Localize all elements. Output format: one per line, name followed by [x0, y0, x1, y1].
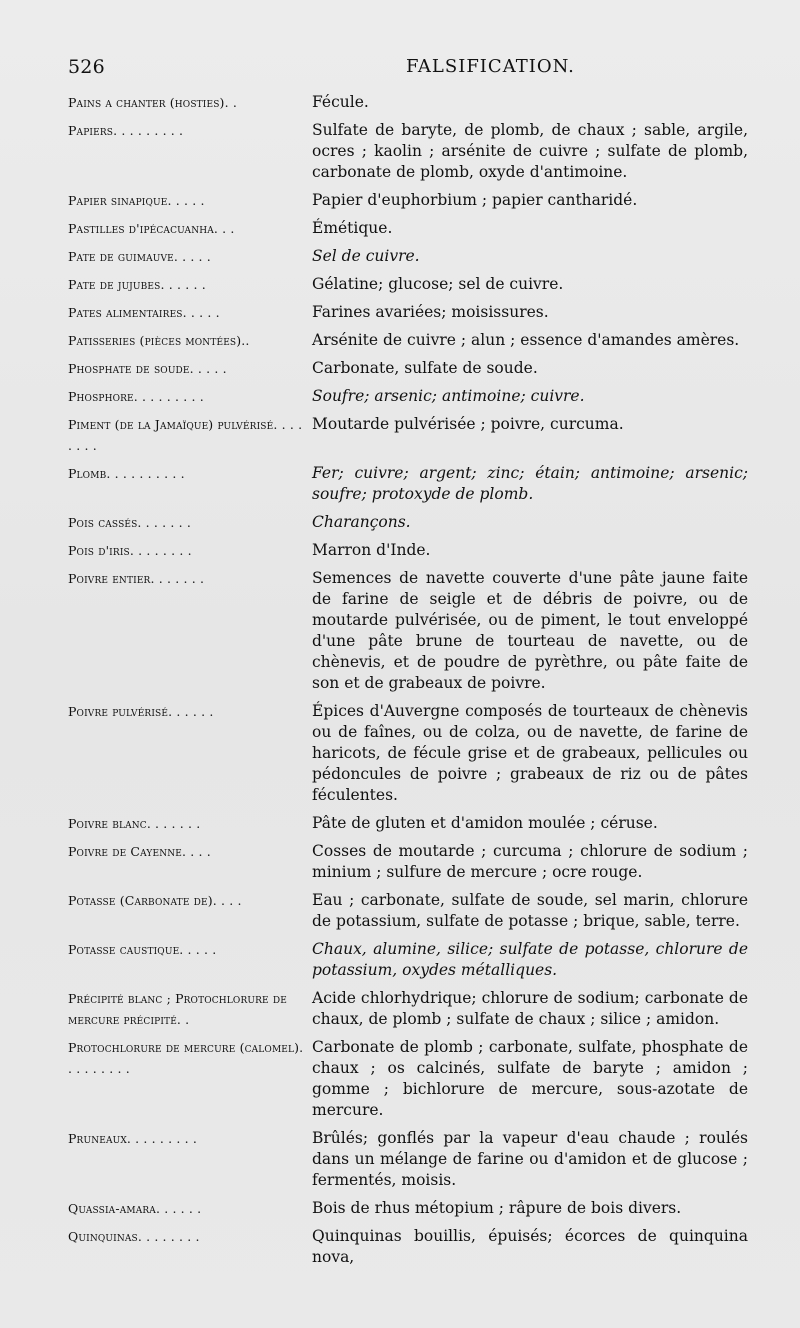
- entry-precipite-blanc: [68, 988, 748, 1030]
- entry-phosphate-de-soude: [68, 358, 748, 379]
- entry-definition: Quinquinas bouillis, épuisés; écorces de quinquina nova,: [312, 1227, 748, 1266]
- entry-term: Phosphate de soude. . . . .: [68, 361, 227, 376]
- entry-pates-alimentaires: [68, 302, 748, 323]
- entry-definition: Pâte de gluten et d'amidon moulée ; céruse.: [312, 814, 658, 832]
- entry-poivre-pulverise: [68, 701, 748, 806]
- page-number: 526: [68, 56, 105, 78]
- entry-term: Poivre de Cayenne. . . .: [68, 844, 211, 859]
- entry-potasse-carbonate: [68, 890, 748, 932]
- entry-definition: Papier d'euphorbium ; papier cantharidé.: [312, 191, 638, 209]
- entry-definition: Moutarde pulvérisée ; poivre, curcuma.: [312, 415, 624, 433]
- entry-term: Pate de guimauve. . . . .: [68, 249, 211, 264]
- entry-term: Potasse caustique. . . . .: [68, 942, 217, 957]
- entry-term: Piment (de la Jamaïque) pulvérisé. . . . . . . .: [68, 417, 303, 453]
- entry-quinquinas: [68, 1226, 748, 1268]
- entry-pastilles-ipecacuanha: [68, 218, 748, 239]
- entry-term: Phosphore. . . . . . . . .: [68, 389, 204, 404]
- entry-term: Précipité blanc ; Protochlorure de mercure précipité. .: [68, 991, 287, 1027]
- entry-definition: Gélatine; glucose; sel de cuivre.: [312, 275, 564, 293]
- entry-definition: Soufre; arsenic; antimoine; cuivre.: [312, 387, 585, 405]
- entry-term: Poivre entier. . . . . . .: [68, 571, 205, 586]
- entry-definition: Sel de cuivre.: [312, 247, 420, 265]
- entry-pains-a-chanter: [68, 92, 748, 113]
- entry-plomb: [68, 463, 748, 505]
- entry-phosphore: [68, 386, 748, 407]
- entry-term: Papier sinapique. . . . .: [68, 193, 205, 208]
- entry-potasse-caustique: [68, 939, 748, 981]
- entry-quassia-amara: [68, 1198, 748, 1219]
- entry-definition: Bois de rhus métopium ; râpure de bois divers.: [312, 1199, 682, 1217]
- entry-definition: Carbonate, sulfate de soude.: [312, 359, 538, 377]
- entry-papiers: [68, 120, 748, 183]
- entry-pois-casses: [68, 512, 748, 533]
- entry-definition: Acide chlorhydrique; chlorure de sodium; carbonate de chaux, de plomb ; sulfate de chaux ; silice ; amidon.: [312, 989, 748, 1028]
- falsification-entries-list: [68, 92, 748, 1275]
- entry-definition: Charançons.: [312, 513, 411, 531]
- entry-protochlorure-calomel: [68, 1037, 748, 1121]
- entry-term: Pruneaux. . . . . . . . .: [68, 1131, 198, 1146]
- entry-term: Potasse (Carbonate de). . . .: [68, 893, 242, 908]
- entry-definition: Carbonate de plomb ; carbonate, sulfate, phosphate de chaux ; os calcinés, sulfate de baryte ; amidon ; gomme ; bichlorure de mercure, sous-azotate de mercure.: [312, 1038, 748, 1119]
- entry-pate-de-jujubes: [68, 274, 748, 295]
- entry-pate-de-guimauve: [68, 246, 748, 267]
- entry-term: Pate de jujubes. . . . . .: [68, 277, 206, 292]
- entry-definition: Épices d'Auvergne composés de tourteaux de chènevis ou de faînes, ou de colza, ou de navette, de farine de haricots, de fécule grise et de grabeaux, pellicules ou pédoncules de poivre ; grabeaux de riz ou de pâtes féculentes.: [312, 702, 748, 804]
- entry-definition: Marron d'Inde.: [312, 541, 431, 559]
- entry-definition: Semences de navette couverte d'une pâte jaune faite de farine de seigle et de débris de poivre, ou de moutarde pulvérisée, ou de piment, le tout enveloppé d'une pâte brune de tourteau de navette, ou de chènevis, et de poudre de pyrèthre, ou pâte faite de son et de grabeaux de poivre.: [312, 569, 748, 692]
- entry-term: Pastilles d'ipécacuanha. . .: [68, 221, 235, 236]
- entry-term: Poivre pulvérisé. . . . . .: [68, 704, 214, 719]
- entry-definition: Émétique.: [312, 219, 393, 237]
- entry-definition: Sulfate de baryte, de plomb, de chaux ; sable, argile, ocres ; kaolin ; arsénite de cuivre ; sulfate de plomb, carbonate de plomb, oxyde d'antimoine.: [312, 121, 748, 181]
- entry-term: Quinquinas. . . . . . . .: [68, 1229, 200, 1244]
- entry-term: Pois cassés. . . . . . .: [68, 515, 192, 530]
- running-title: FALSIFICATION.: [406, 56, 575, 77]
- entry-term: Pates alimentaires. . . . .: [68, 305, 220, 320]
- page-header: [68, 56, 748, 80]
- entry-poivre-blanc: [68, 813, 748, 834]
- entry-definition: Brûlés; gonflés par la vapeur d'eau chaude ; roulés dans un mélange de farine ou d'amidon et de glucose ; fermentés, moisis.: [312, 1129, 748, 1189]
- entry-patisseries: [68, 330, 748, 351]
- entry-term: Pois d'iris. . . . . . . .: [68, 543, 192, 558]
- entry-definition: Farines avariées; moisissures.: [312, 303, 549, 321]
- entry-term: Quassia-amara. . . . . .: [68, 1201, 202, 1216]
- entry-piment-pulverise: [68, 414, 748, 456]
- entry-poivre-de-cayenne: [68, 841, 748, 883]
- entry-term: Poivre blanc. . . . . . .: [68, 816, 201, 831]
- entry-definition: Cosses de moutarde ; curcuma ; chlorure de sodium ; minium ; sulfure de mercure ; ocre rouge.: [312, 842, 748, 881]
- entry-definition: Fécule.: [312, 93, 369, 111]
- entry-poivre-entier: [68, 568, 748, 694]
- entry-term: Papiers. . . . . . . . .: [68, 123, 184, 138]
- entry-term: Pains a chanter (hosties). .: [68, 95, 237, 110]
- entry-pois-diris: [68, 540, 748, 561]
- entry-definition: Eau ; carbonate, sulfate de soude, sel marin, chlorure de potassium, sulfate de potasse ; brique, sable, terre.: [312, 891, 748, 930]
- entry-term: Protochlorure de mercure (calomel). . . . . . . . .: [68, 1040, 304, 1076]
- entry-definition: Fer; cuivre; argent; zinc; étain; antimoine; arsenic; soufre; protoxyde de plomb.: [312, 464, 748, 503]
- entry-definition: Arsénite de cuivre ; alun ; essence d'amandes amères.: [312, 331, 740, 349]
- entry-term: Plomb. . . . . . . . . .: [68, 466, 185, 481]
- entry-pruneaux: [68, 1128, 748, 1191]
- entry-term: Patisseries (pièces montées)..: [68, 333, 250, 348]
- entry-papier-sinapique: [68, 190, 748, 211]
- entry-definition: Chaux, alumine, silice; sulfate de potasse, chlorure de potassium, oxydes métalliques.: [312, 940, 748, 979]
